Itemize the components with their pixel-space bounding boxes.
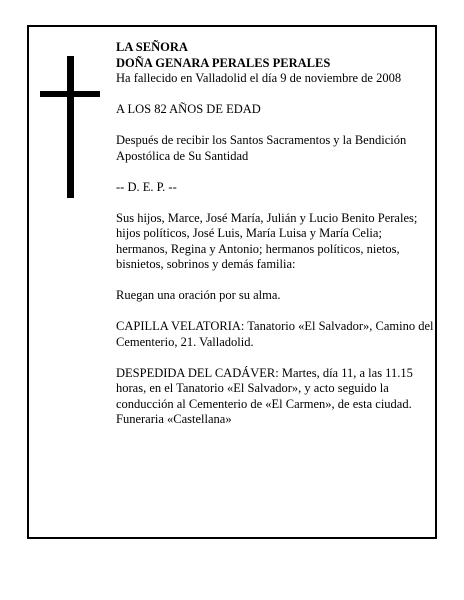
death-notice: Ha fallecido en Valladolid el día 9 de noviembre de 2008 <box>116 71 402 85</box>
funeral-home: Funeraria «Castellana» <box>116 412 232 426</box>
sacraments-line: Después de recibir los Santos Sacramentos y la Bendición Apostólica de Su Santidad <box>116 133 407 163</box>
farewell-info: DESPEDIDA DEL CADÁVER: Martes, día 11, a las 11.15 horas, en el Tanatorio «El Salvador», y acto seguido la conducción al Cementerio de «El Carmen», de esta ciudad. <box>116 365 413 411</box>
family-paragraph: Sus hijos, Marce, José María, Julián y Lucio Benito Perales; hijos políticos, José Luis, María Luisa y María Celia; hermanos, Regina y Antonio; hermanos políticos, nietos, bisnietos, sobrinos y demás familia: <box>116 210 418 271</box>
deceased-name: DOÑA GENARA PERALES PERALES <box>116 55 331 70</box>
age-line: A LOS 82 AÑOS DE EDAD <box>116 102 261 116</box>
cross-icon-bar <box>40 91 100 97</box>
prayer-line: Ruegan una oración por su alma. <box>116 288 281 302</box>
notice-text <box>116 40 434 428</box>
cross-icon <box>67 56 74 198</box>
rip-line: -- D. E. P. -- <box>116 179 177 194</box>
chapel-info: CAPILLA VELATORIA: Tanatorio «El Salvador», Camino del Cementerio, 21. Valladolid. <box>116 319 434 349</box>
title-line: LA SEÑORA <box>116 40 188 54</box>
obituary-notice <box>27 25 437 539</box>
